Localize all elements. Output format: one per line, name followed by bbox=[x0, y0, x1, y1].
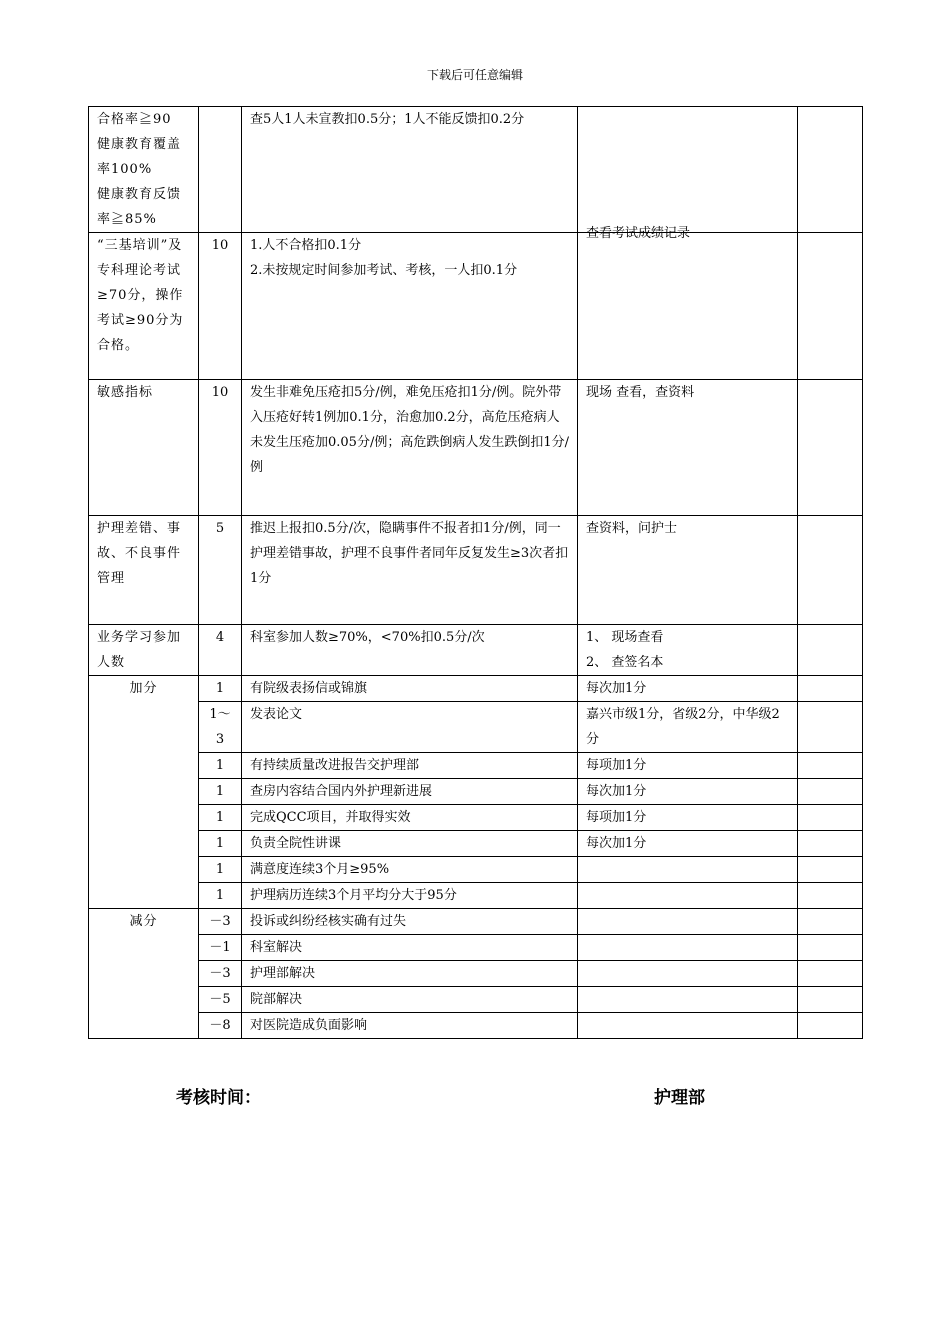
table-row bbox=[89, 516, 863, 625]
criteria-cell bbox=[242, 233, 578, 380]
item-cell bbox=[89, 380, 199, 516]
method-cell bbox=[578, 625, 798, 676]
deduct-row bbox=[89, 961, 863, 987]
score-cell: 5 bbox=[199, 516, 242, 625]
score-cell: －8 bbox=[199, 1013, 242, 1039]
criteria-cell: 科室解决 bbox=[242, 935, 578, 961]
item-cell bbox=[89, 107, 199, 233]
criteria-cell: 查房内容结合国内外护理新进展 bbox=[242, 779, 578, 805]
blank-cell bbox=[798, 625, 863, 676]
method-cell bbox=[578, 516, 798, 625]
bonus-row bbox=[89, 883, 863, 909]
item-text: 护理差错、事故、不良事件管理 bbox=[97, 521, 182, 586]
method-cell bbox=[578, 226, 798, 380]
blank-cell bbox=[798, 961, 863, 987]
method-text: 1、 现场查看 bbox=[586, 630, 664, 645]
score-cell: 1 bbox=[199, 779, 242, 805]
score-cell: 10 bbox=[199, 380, 242, 516]
deduct-label: 减分 bbox=[89, 909, 199, 1039]
method-cell: 每项加1分 bbox=[578, 805, 798, 831]
criteria-cell: 院部解决 bbox=[242, 987, 578, 1013]
score-cell: －3 bbox=[199, 961, 242, 987]
criteria-cell: 对医院造成负面影响 bbox=[242, 1013, 578, 1039]
blank-cell bbox=[798, 857, 863, 883]
criteria-cell: 满意度连续3个月≥95% bbox=[242, 857, 578, 883]
criteria-cell: 负责全院性讲课 bbox=[242, 831, 578, 857]
blank-cell bbox=[798, 380, 863, 516]
method-cell: 每次加1分 bbox=[578, 676, 798, 702]
deduct-row bbox=[89, 987, 863, 1013]
method-cell: 每项加1分 bbox=[578, 753, 798, 779]
bonus-row bbox=[89, 805, 863, 831]
item-text: 合格率≧90 bbox=[97, 112, 172, 127]
score-cell: －1 bbox=[199, 935, 242, 961]
page-header: 下载后可任意编辑 bbox=[426, 68, 523, 82]
bonus-row bbox=[89, 753, 863, 779]
item-text: 敏感指标 bbox=[97, 385, 154, 400]
table-row bbox=[89, 625, 863, 676]
blank-cell bbox=[798, 779, 863, 805]
criteria-cell: 护理部解决 bbox=[242, 961, 578, 987]
blank-cell bbox=[798, 676, 863, 702]
blank-cell bbox=[798, 831, 863, 857]
blank-cell bbox=[798, 516, 863, 625]
score-cell: －3 bbox=[199, 909, 242, 935]
bonus-row bbox=[89, 831, 863, 857]
blank-cell bbox=[798, 909, 863, 935]
bonus-row bbox=[89, 702, 863, 753]
score-cell: 1 bbox=[199, 831, 242, 857]
score-cell bbox=[199, 107, 242, 233]
method-cell bbox=[578, 935, 798, 961]
criteria-cell: 有持续质量改进报告交护理部 bbox=[242, 753, 578, 779]
score-cell: 1 bbox=[199, 753, 242, 779]
criteria-cell: 投诉或纠纷经核实确有过失 bbox=[242, 909, 578, 935]
criteria-cell: 发表论文 bbox=[242, 702, 578, 753]
assessment-time-label: 考核时间： bbox=[176, 1088, 261, 1108]
criteria-cell bbox=[242, 516, 578, 625]
method-cell bbox=[578, 987, 798, 1013]
score-cell: 10 bbox=[199, 233, 242, 380]
score-cell: 1 bbox=[199, 676, 242, 702]
table-row bbox=[89, 107, 863, 233]
blank-cell bbox=[798, 753, 863, 779]
criteria-text: 推迟上报扣0.5分/次，隐瞒事件不报者扣1分/例，同一护理差错事故，护理不良事件者同年反复发生≥3次者扣1分 bbox=[250, 521, 569, 586]
deduct-row bbox=[89, 1013, 863, 1039]
deduct-row bbox=[89, 935, 863, 961]
method-cell: 每次加1分 bbox=[578, 779, 798, 805]
item-text: 健康教育反馈率≧85% bbox=[97, 187, 182, 227]
criteria-text: 科室参加人数≥70%，<70%扣0.5分/次 bbox=[250, 630, 485, 645]
table-row bbox=[89, 233, 863, 380]
blank-cell bbox=[798, 805, 863, 831]
method-cell bbox=[578, 857, 798, 883]
criteria-cell bbox=[242, 625, 578, 676]
score-cell: 4 bbox=[199, 625, 242, 676]
method-text: 查看考试成绩记录 bbox=[586, 226, 691, 241]
item-text: 健康教育覆盖率100% bbox=[97, 137, 182, 177]
item-cell bbox=[89, 516, 199, 625]
method-text: 2、 查签名本 bbox=[586, 655, 664, 670]
item-text: 业务学习参加人数 bbox=[97, 630, 182, 670]
bonus-row bbox=[89, 676, 863, 702]
blank-cell bbox=[798, 702, 863, 753]
bonus-label: 加分 bbox=[89, 676, 199, 909]
assessment-table bbox=[88, 106, 863, 1039]
criteria-text: 2.未按规定时间参加考试、考核，一人扣0.1分 bbox=[250, 263, 518, 278]
criteria-text: 查5人1人未宣教扣0.5分；1人不能反馈扣0.2分 bbox=[250, 112, 525, 127]
deduct-row bbox=[89, 909, 863, 935]
score-cell: 1 bbox=[199, 805, 242, 831]
score-cell: 1～3 bbox=[199, 702, 242, 753]
table-row bbox=[89, 380, 863, 516]
blank-cell bbox=[798, 987, 863, 1013]
method-cell: 嘉兴市级1分，省级2分，中华级2分 bbox=[578, 702, 798, 753]
method-cell bbox=[578, 961, 798, 987]
item-text: “三基培训”及专科理论考试≥70分，操作考试≥90分为合格。 bbox=[97, 238, 184, 353]
method-cell bbox=[578, 883, 798, 909]
criteria-cell bbox=[242, 107, 578, 233]
score-cell: －5 bbox=[199, 987, 242, 1013]
method-cell bbox=[578, 909, 798, 935]
method-cell bbox=[578, 380, 798, 516]
method-cell: 每次加1分 bbox=[578, 831, 798, 857]
criteria-text: 发生非难免压疮扣5分/例，难免压疮扣1分/例。院外带入压疮好转1例加0.1分，治愈加0.2分，高危压疮病人未发生压疮加0.05分/例；高危跌倒病人发生跌倒扣1分/例 bbox=[250, 385, 569, 475]
blank-cell bbox=[798, 1013, 863, 1039]
blank-cell bbox=[798, 233, 863, 380]
bonus-row bbox=[89, 779, 863, 805]
method-cell bbox=[578, 1013, 798, 1039]
nursing-dept-label: 护理部 bbox=[654, 1088, 705, 1108]
blank-cell bbox=[798, 883, 863, 909]
blank-cell bbox=[798, 935, 863, 961]
bonus-row bbox=[89, 857, 863, 883]
criteria-cell: 护理病历连续3个月平均分大于95分 bbox=[242, 883, 578, 909]
item-cell bbox=[89, 233, 199, 380]
item-cell bbox=[89, 625, 199, 676]
method-text: 查资料，问护士 bbox=[586, 521, 678, 536]
method-cell bbox=[578, 107, 798, 233]
criteria-text: 1.人不合格扣0.1分 bbox=[250, 238, 362, 253]
blank-cell bbox=[798, 107, 863, 233]
criteria-cell: 完成QCC项目，并取得实效 bbox=[242, 805, 578, 831]
method-text: 现场 查看，查资料 bbox=[586, 385, 695, 400]
criteria-cell bbox=[242, 380, 578, 516]
score-cell: 1 bbox=[199, 883, 242, 909]
criteria-cell: 有院级表扬信或锦旗 bbox=[242, 676, 578, 702]
score-cell: 1 bbox=[199, 857, 242, 883]
